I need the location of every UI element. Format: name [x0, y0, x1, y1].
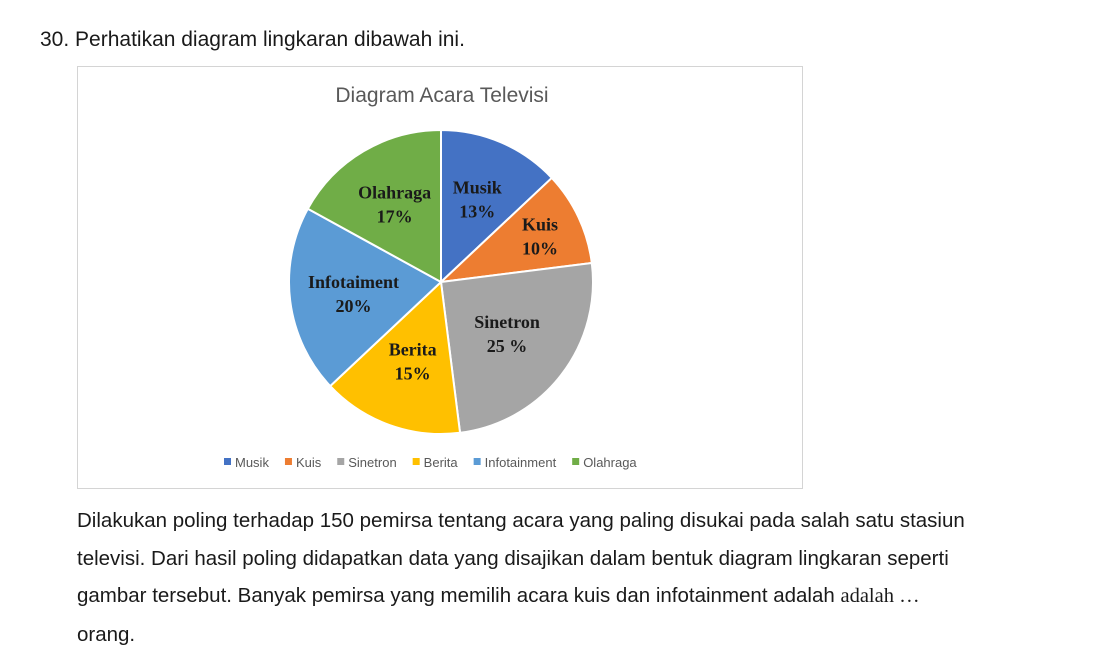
slice-label-infotaiment-name: Infotaiment	[308, 272, 400, 293]
slice-label-sinetron-percent: 25 %	[486, 336, 528, 357]
legend-label-berita: Berita	[423, 455, 458, 470]
question-title: 30. Perhatikan diagram lingkaran dibawah ini.	[40, 28, 465, 51]
pie-chart	[78, 67, 802, 488]
slice-label-kuis-percent: 10%	[522, 238, 559, 259]
paragraph-line-3-serif: adalah …	[840, 585, 920, 607]
slice-label-musik-percent: 13%	[459, 201, 496, 222]
chart-legend	[224, 455, 637, 470]
slice-label-olahraga-percent: 17%	[376, 206, 413, 227]
slice-label-olahraga-name: Olahraga	[358, 182, 432, 203]
slice-label-kuis-name: Kuis	[522, 214, 559, 235]
legend-swatch-kuis	[285, 458, 292, 465]
legend-swatch-olahraga	[572, 458, 579, 465]
legend-swatch-infotainment	[474, 458, 481, 465]
paragraph-line-2: televisi. Dari hasil poling didapatkan data yang disajikan dalam bentuk diagram lingkaran seperti	[77, 546, 949, 570]
legend-label-kuis: Kuis	[295, 455, 322, 470]
question-paragraph	[77, 502, 1097, 653]
paragraph-line-3-text: gambar tersebut. Banyak pemirsa yang memilih acara kuis dan infotainment adalah	[77, 584, 841, 607]
slice-label-berita-percent: 15%	[394, 363, 431, 384]
slice-label-berita-name: Berita	[388, 339, 437, 360]
slice-label-musik-name: Musik	[452, 177, 502, 198]
legend-swatch-sinetron	[337, 458, 344, 465]
paragraph-line-3	[77, 577, 1097, 616]
slice-label-sinetron-name: Sinetron	[474, 312, 540, 333]
legend-label-sinetron: Sinetron	[348, 455, 397, 470]
legend-swatch-musik	[224, 458, 231, 465]
chart-title: Diagram Acara Televisi	[335, 84, 549, 107]
legend-label-infotainment: Infotainment	[484, 455, 557, 470]
legend-label-musik: Musik	[235, 455, 269, 470]
paragraph-line-1: Dilakukan poling terhadap 150 pemirsa tentang acara yang paling disukai pada salah satu stasiun	[77, 509, 965, 532]
pie-chart-container	[77, 66, 803, 489]
slice-label-infotaiment-percent: 20%	[335, 296, 372, 317]
paragraph-line-4: orang.	[77, 622, 136, 646]
legend-label-olahraga: Olahraga	[583, 455, 637, 470]
legend-swatch-berita	[413, 458, 420, 465]
